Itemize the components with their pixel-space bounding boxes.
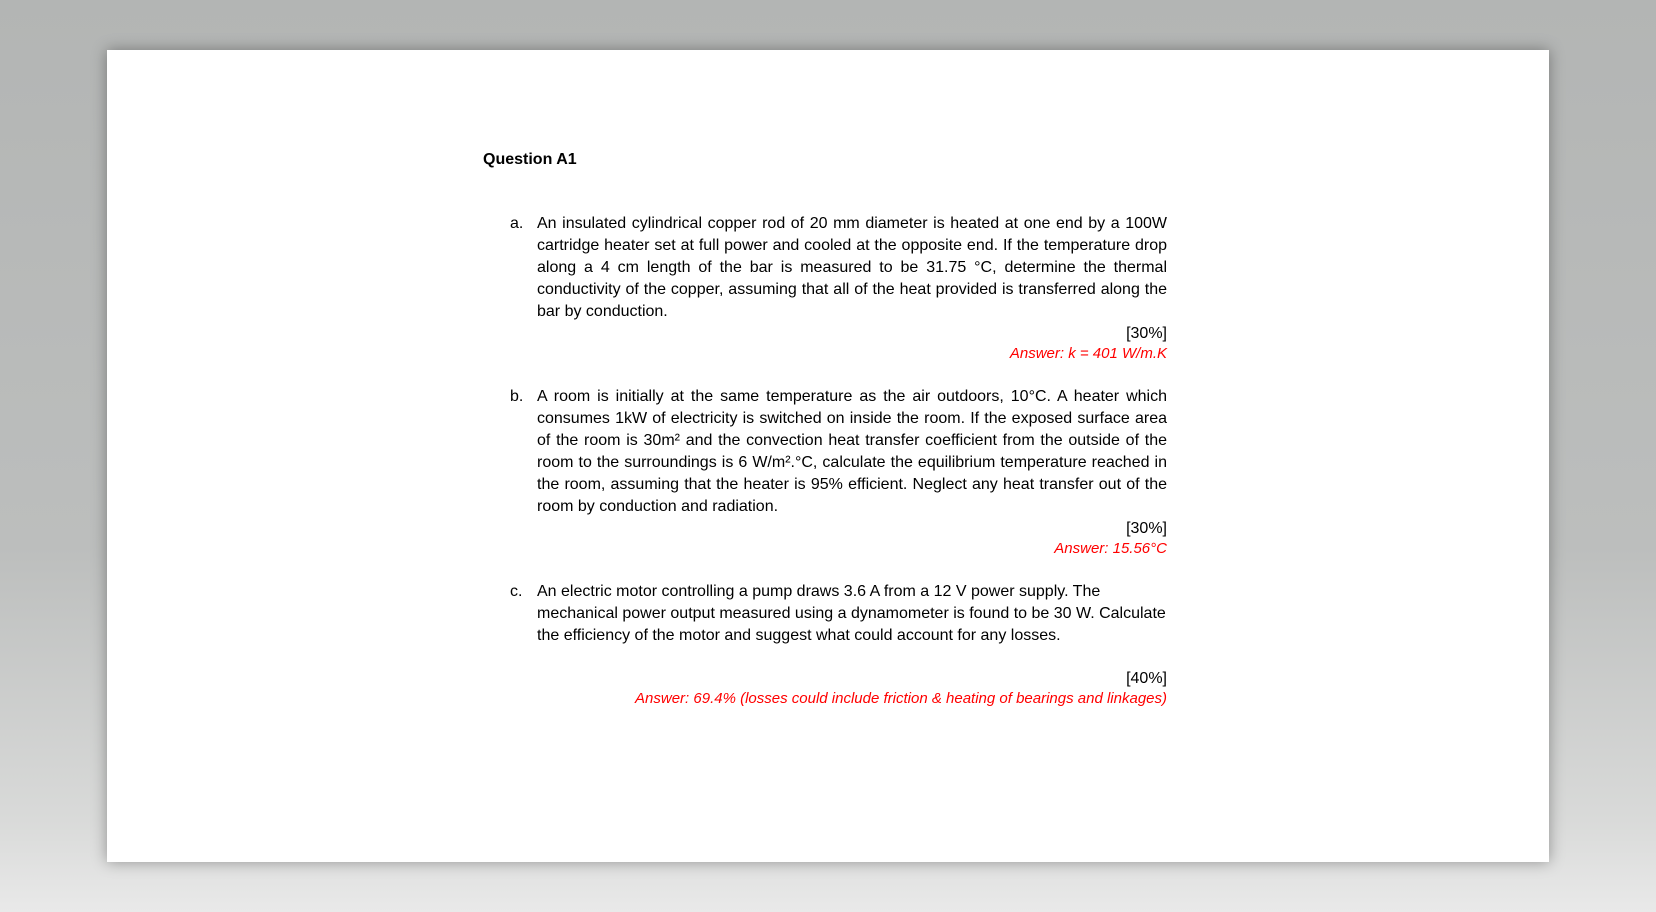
question-title: Question A1 <box>483 151 577 168</box>
part-marks: [40%] <box>1126 670 1167 687</box>
part-answer: Answer: 15.56°C <box>1054 540 1167 557</box>
part-letter: c. <box>510 583 523 600</box>
question-part-b <box>483 386 1167 559</box>
part-answer: Answer: k = 401 W/m.K <box>1009 345 1167 362</box>
part-text: An insulated cylindrical copper rod of 20 mm diameter is heated at one end by a 100W cartridge heater set at full power and cooled at the opposite end. If the temperature drop along a 4 cm length of the bar is measured to be 31.75 °C, determine the thermal conductivity of the copper, assuming that all of the heat provided is transferred along the bar by conduction. <box>537 215 1167 320</box>
question-part-c <box>483 581 1167 709</box>
question-content <box>483 150 1167 709</box>
part-text: A room is initially at the same temperature as the air outdoors, 10°C. A heater which consumes 1kW of electricity is switched on inside the room. If the exposed surface area of the room is 30m² and the convection heat transfer coefficient from the outside of the room to the surroundings is 6 W/m².°C, calculate the equilibrium temperature reached in the room, assuming that the heater is 95% efficient. Neglect any heat transfer out of the room by conduction and radiation. <box>537 388 1167 515</box>
part-marks: [30%] <box>1126 325 1167 342</box>
question-part-a <box>483 213 1167 364</box>
part-marks: [30%] <box>1126 520 1167 537</box>
part-answer: Answer: 69.4% (losses could include friction & heating of bearings and linkages) <box>635 690 1167 707</box>
part-text: An electric motor controlling a pump draws 3.6 A from a 12 V power supply. The mechanical power output measured using a dynamometer is found to be 30 W. Calculate the efficiency of the motor and suggest what could account for any losses. <box>537 583 1166 644</box>
part-letter: b. <box>510 388 524 405</box>
document-page <box>107 50 1549 862</box>
part-letter: a. <box>510 215 524 232</box>
